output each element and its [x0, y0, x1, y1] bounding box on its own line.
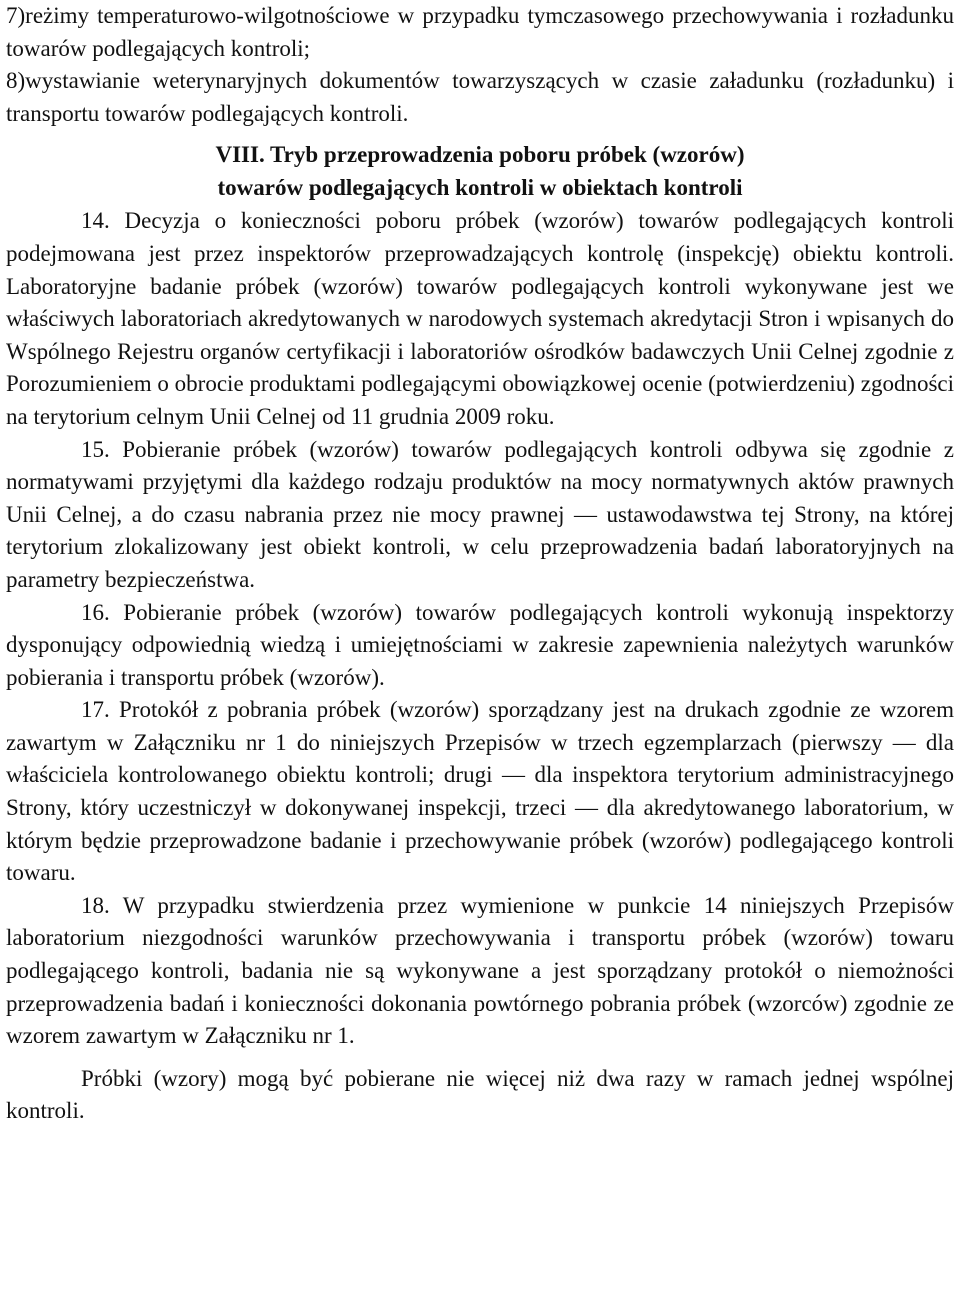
section-heading	[6, 138, 954, 204]
section-heading-line-1: VIII. Tryb przeprowadzenia poboru próbek (wzorów)	[215, 142, 745, 168]
paragraph-16: 16. Pobieranie próbek (wzorów) towarów podlegających kontroli wykonują inspektorzy dysponujący odpowiednią wiedzą i umiejętnościami w zakresie zapewnienia należytych warunków pobierania i transportu próbek (wzorów).	[6, 599, 954, 690]
paragraph-17: 17. Protokół z pobrania próbek (wzorów) sporządzany jest na drukach zgodnie ze wzorem zawartym w Załączniku nr 1 do niniejszych Przepisów w trzech egzemplarzach (pierwszy — dla właściciela kontrolowanego obiektu kontroli; drugi — dla inspektora terytorium administracyjnego Strony, który uczestniczył w dokonywanej inspekcji, trzeci — dla akredytowanego laboratorium, w którym będzie przeprowadzone badanie i przechowywanie próbek (wzorów) podlegającego kontroli towaru.	[6, 697, 954, 886]
document-page	[6, 0, 954, 1128]
paragraph-15: 15. Pobieranie próbek (wzorów) towarów podlegających kontroli odbywa się zgodnie z normatywami przyjętymi dla każdego rodzaju produktów na mocy normatywnych aktów prawnych Unii Celnej, a do czasu nabrania przez nie mocy prawnej — ustawodawstwa tej Strony, na której terytorium zlokalizowany jest obiekt kontroli, w celu przeprowadzenia badań laboratoryjnych na parametry bezpieczeństwa.	[6, 436, 954, 592]
closing-note: Próbki (wzory) mogą być pobierane nie więcej niż dwa razy w ramach jednej wspólnej kontroli.	[6, 1065, 954, 1124]
paragraph-14: 14. Decyzja o konieczności poboru próbek (wzorów) towarów podlegających kontroli podejmowana jest przez inspektorów przeprowadzających kontrolę (inspekcję) obiektu kontroli. Laboratoryjne badanie próbek (wzorów) towarów podlegających kontroli wykonywane jest we właściwych laboratoriach akredytowanych w narodowych systemach akredytacji Stron i wpisanych do Wspólnego Rejestru organów certyfikacji i laboratoriów ośrodków badawczych Unii Celnej zgodnie z Porozumieniem o obrocie produktami podlegającymi obowiązkowej ocenie (potwierdzeniu) zgodności na terytorium celnym Unii Celnej od 11 grudnia 2009 roku.	[6, 208, 954, 429]
list-item-7: 7)reżimy temperaturowo-wilgotnościowe w przypadku tymczasowego przechowywania i rozładunku towarów podlegających kontroli;	[6, 3, 954, 61]
list-item-8: 8)wystawianie weterynaryjnych dokumentów towarzyszących w czasie załadunku (rozładunku) i transportu towarów podlegających kontroli.	[6, 68, 954, 126]
section-heading-line-2: towarów podlegających kontroli w obiektach kontroli	[217, 175, 743, 201]
paragraph-18: 18. W przypadku stwierdzenia przez wymienione w punkcie 14 niniejszych Przepisów laboratorium niezgodności warunków przechowywania i transportu próbek (wzorów) towaru podlegającego kontroli, badania nie są wykonywane a jest sporządzany protokół o niemożności przeprowadzenia badań i konieczności dokonania powtórnego pobrania próbek (wzorców) zgodnie ze wzorem zawartym w Załączniku nr 1.	[6, 892, 954, 1049]
